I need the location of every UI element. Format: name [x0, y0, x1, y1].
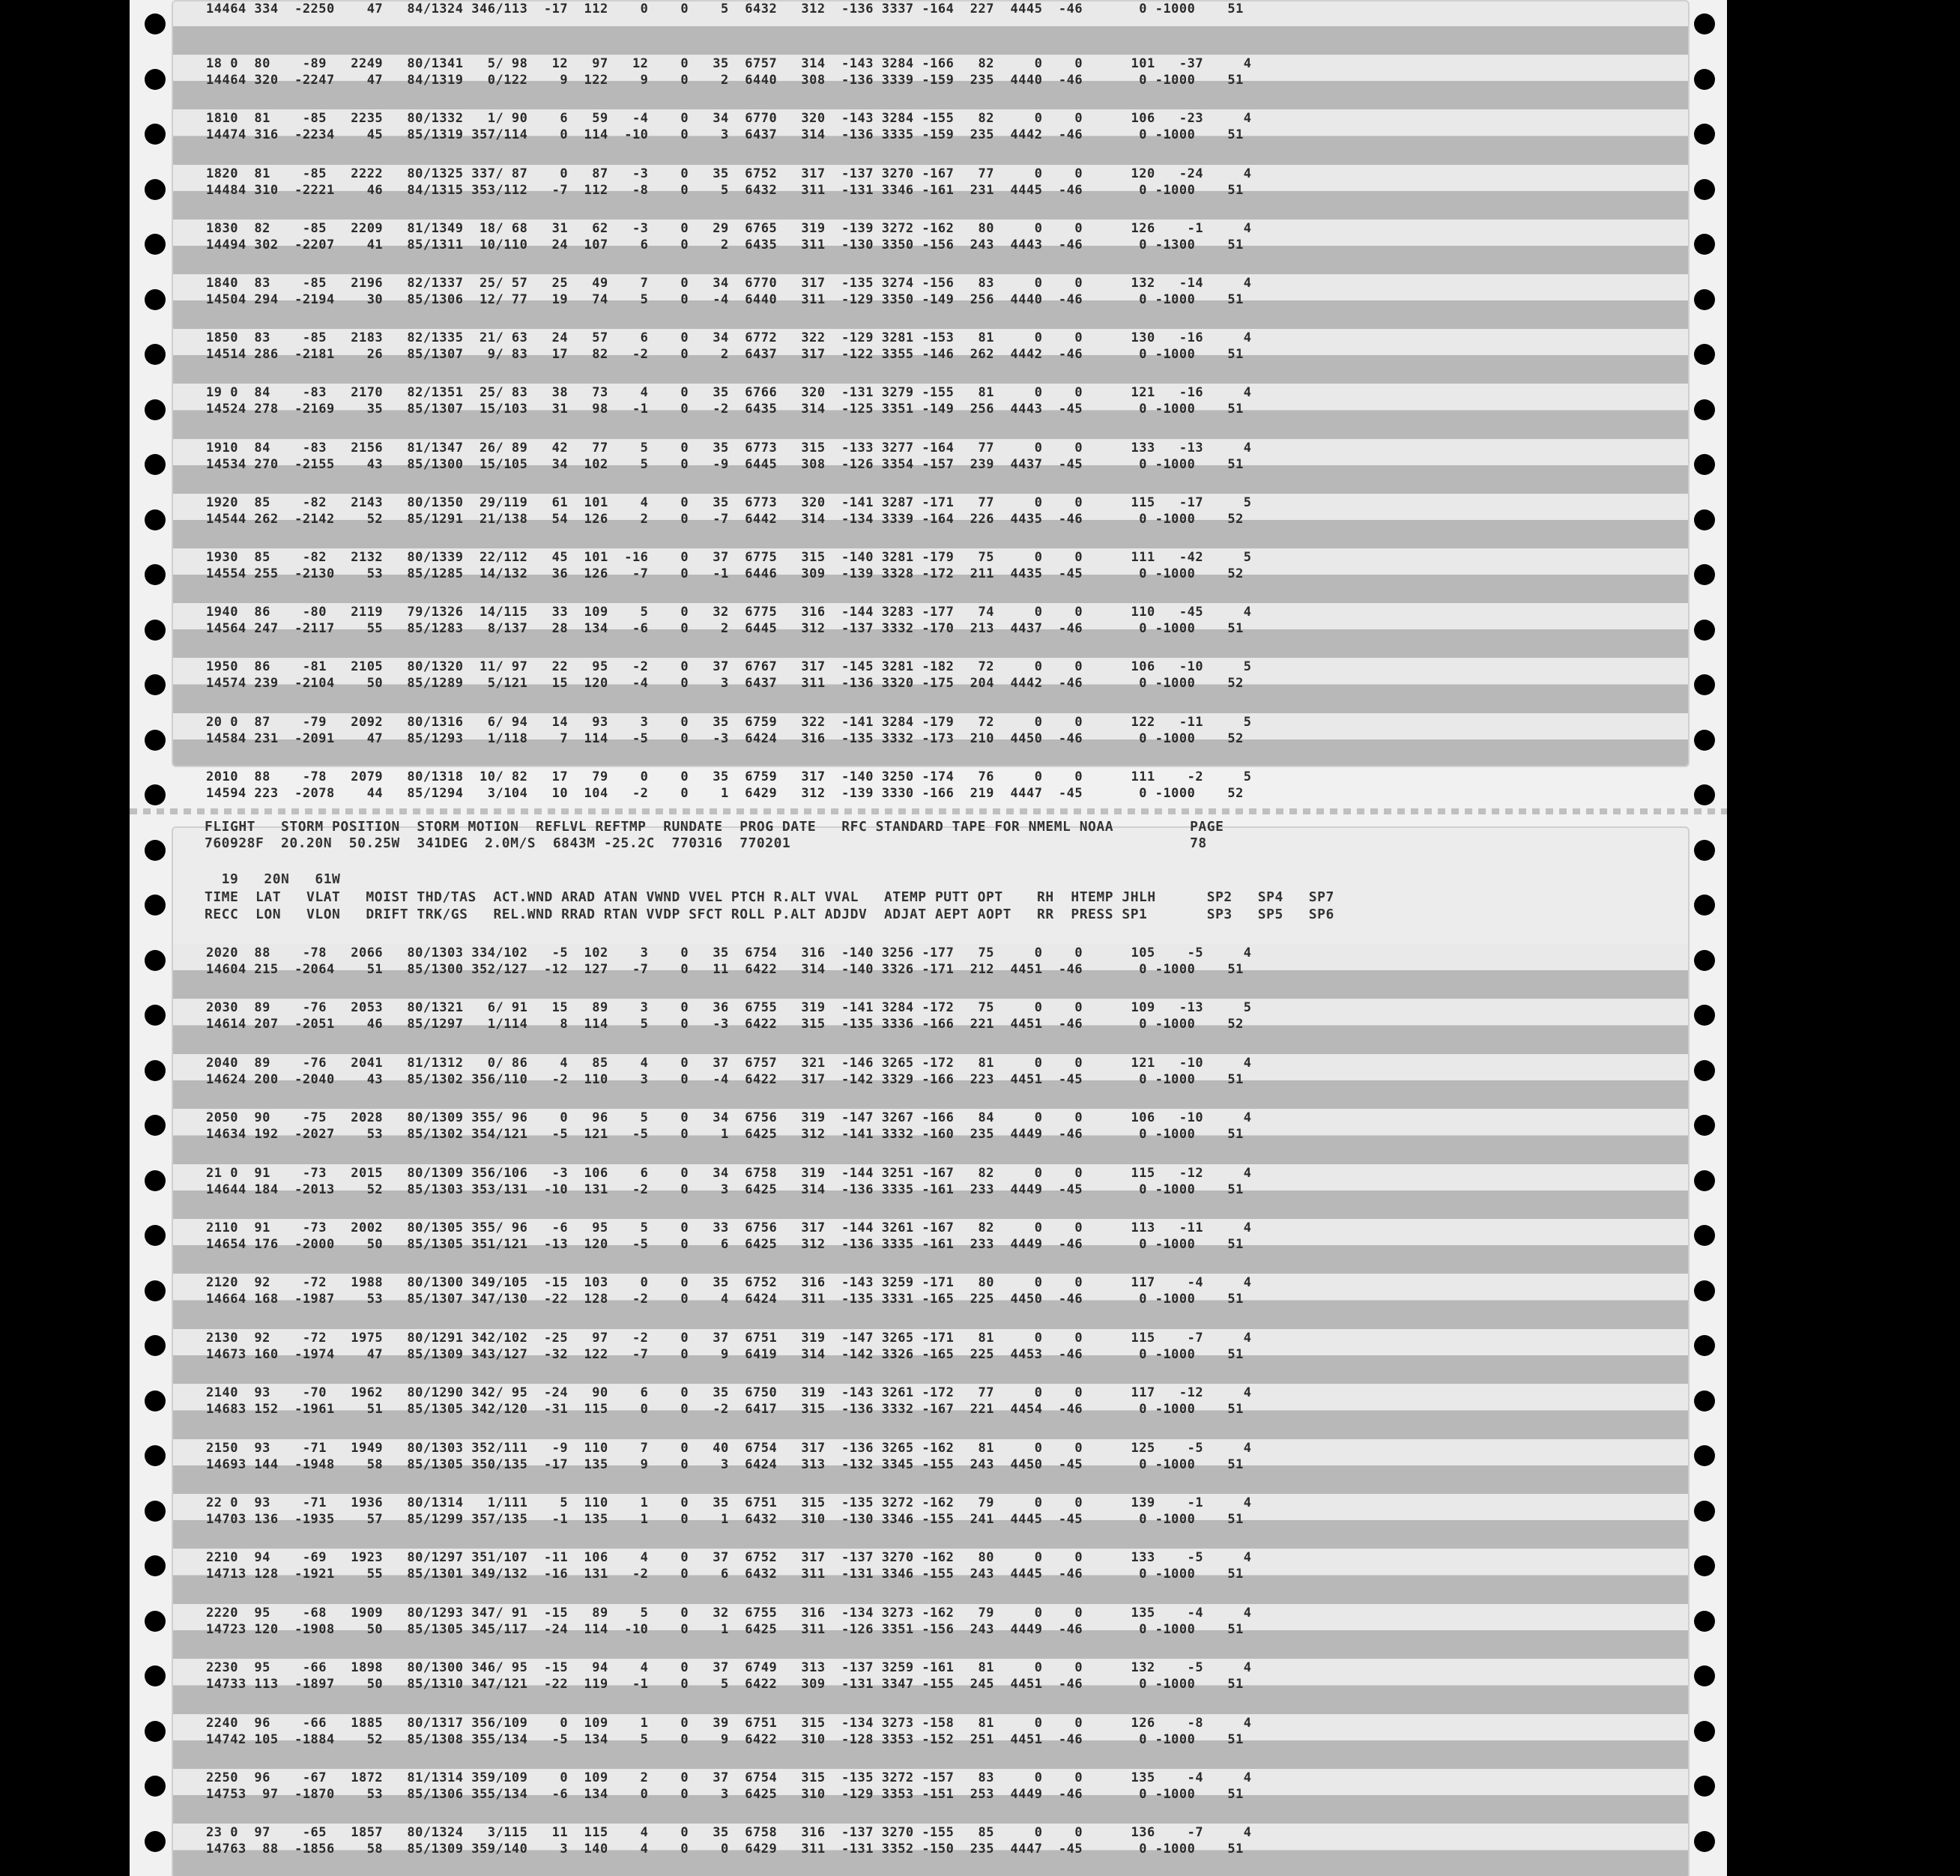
tractor-hole	[145, 564, 166, 585]
tractor-hole	[145, 454, 166, 475]
tractor-hole	[1694, 124, 1715, 145]
tractor-hole	[1694, 509, 1715, 530]
tractor-hole	[145, 950, 166, 971]
record-line: 1940 86 -80 2119 79/1326 14/115 33 109 5 0 32 6775 316 -144 3283 -177 74 0 0 110 -45 4	[206, 605, 1252, 620]
tractor-hole	[145, 1115, 166, 1136]
tractor-hole	[145, 1555, 166, 1576]
record-line: 14644 184 -2013 52 85/1303 353/131 -10 131 -2 0 3 6425 314 -136 3335 -161 233 4449 -45 0 -1000 51	[206, 1181, 1244, 1197]
record-line: 1820 81 -85 2222 80/1325 337/ 87 0 87 -3 0 35 6752 317 -137 3270 -167 77 0 0 120 -24 4	[206, 166, 1252, 181]
tractor-hole	[1694, 1611, 1715, 1632]
record-line: 14664 168 -1987 53 85/1307 347/130 -22 128 -2 0 4 6424 311 -135 3331 -165 225 4450 -46 0 -1000 51	[206, 1292, 1244, 1307]
tractor-hole	[1694, 950, 1715, 971]
record-line: 14584 231 -2091 47 85/1293 1/118 7 114 -5 0 -3 6424 316 -135 3332 -173 210 4450 -46 0 -1000 52	[206, 730, 1244, 746]
tractor-hole	[1694, 564, 1715, 585]
tractor-hole	[1694, 1445, 1715, 1466]
tractor-hole	[145, 620, 166, 641]
record-line: 1850 83 -85 2183 82/1335 21/ 63 24 57 6 0 34 6772 322 -129 3281 -153 81 0 0 130 -16 4	[206, 330, 1252, 346]
tractor-hole	[145, 1501, 166, 1522]
tractor-hole	[1694, 840, 1715, 861]
tractor-hole	[145, 1445, 166, 1466]
tractor-hole	[1694, 344, 1715, 365]
tractor-hole	[145, 69, 166, 90]
record-line: 14464 320 -2247 47 84/1319 0/122 9 122 9 0 2 6440 308 -136 3339 -159 235 4440 -46 0 -1000 51	[206, 73, 1244, 88]
tractor-hole	[145, 1170, 166, 1191]
tractor-hole	[1694, 1060, 1715, 1081]
tractor-hole	[145, 840, 166, 861]
tractor-hole	[1694, 179, 1715, 200]
record-line: 14574 239 -2104 50 85/1289 5/121 15 120 -4 0 3 6437 311 -136 3320 -175 204 4442 -46 0 -1000 52	[206, 676, 1244, 692]
tractor-hole	[145, 124, 166, 145]
tractor-hole	[145, 1005, 166, 1026]
page-perforation	[130, 808, 1727, 814]
record-line: 14723 120 -1908 50 85/1305 345/117 -24 114 -10 0 1 6425 311 -126 3351 -156 243 4449 -46 0 -1000 51	[206, 1621, 1244, 1637]
record-line: 2250 96 -67 1872 81/1314 359/109 0 109 2 0 37 6754 315 -135 3272 -157 83 0 0 135 -4 4	[206, 1770, 1252, 1785]
tractor-hole	[145, 1391, 166, 1411]
record-line: 14614 207 -2051 46 85/1297 1/114 8 114 5 0 -3 6422 315 -135 3336 -166 221 4451 -46 0 -1000 52	[206, 1017, 1244, 1032]
tractor-hole	[1694, 1501, 1715, 1522]
tractor-hole	[1694, 69, 1715, 90]
record-line: 14564 247 -2117 55 85/1283 8/137 28 134 -6 0 2 6445 312 -137 3332 -170 213 4437 -46 0 -1000 51	[206, 621, 1244, 637]
report-header-line-2: 760928F 20.20N 50.25W 341DEG 2.0M/S 6843M -25.2C 770316 770201 78	[205, 835, 1207, 851]
tractor-hole	[145, 674, 166, 695]
tractor-hole	[1694, 1665, 1715, 1686]
tractor-hole	[145, 1335, 166, 1356]
tractor-hole	[1694, 1776, 1715, 1797]
tractor-hole	[1694, 1335, 1715, 1356]
tractor-hole	[145, 1665, 166, 1686]
tractor-hole	[145, 13, 166, 34]
tractor-hole	[1694, 1005, 1715, 1026]
record-line: 1920 85 -82 2143 80/1350 29/119 61 101 4 0 35 6773 320 -141 3287 -171 77 0 0 115 -17 5	[206, 494, 1252, 510]
record-line: 2140 93 -70 1962 80/1290 342/ 95 -24 90 6 0 35 6750 319 -143 3261 -172 77 0 0 117 -12 4	[206, 1385, 1252, 1401]
tractor-hole	[1694, 1831, 1715, 1852]
record-line: 2130 92 -72 1975 80/1291 342/102 -25 97 -2 0 37 6751 319 -147 3265 -171 81 0 0 115 -7 4	[206, 1330, 1252, 1346]
record-line: 2120 92 -72 1988 80/1300 349/105 -15 103 0 0 35 6752 316 -143 3259 -171 80 0 0 117 -4 4	[206, 1275, 1252, 1291]
tractor-hole	[1694, 1721, 1715, 1742]
record-line: 14484 310 -2221 46 84/1315 353/112 -7 112 -8 0 5 6432 311 -131 3346 -161 231 4445 -46 0 -1000 51	[206, 182, 1244, 198]
tractor-hole	[145, 1831, 166, 1852]
tractor-hole	[145, 1611, 166, 1632]
record-line: 14654 176 -2000 50 85/1305 351/121 -13 120 -5 0 6 6425 312 -136 3335 -161 233 4449 -46 0 -1000 51	[206, 1237, 1244, 1252]
record-line: 14763 88 -1856 58 85/1309 359/140 3 140 4 0 0 6429 311 -131 3352 -150 235 4447 -45 0 -1000 51	[206, 1842, 1244, 1857]
record-line: 14494 302 -2207 41 85/1311 10/110 24 107 6 0 2 6435 311 -130 3350 -156 243 4443 -46 0 -1300 51	[206, 237, 1244, 252]
record-line: 2040 89 -76 2041 81/1312 0/ 86 4 85 4 0 37 6757 321 -146 3265 -172 81 0 0 121 -10 4	[206, 1055, 1252, 1071]
report-header-line-3: 19 20N 61W	[205, 871, 341, 887]
tractor-hole	[1694, 13, 1715, 34]
tractor-hole	[1694, 1280, 1715, 1301]
tractor-hole	[145, 730, 166, 751]
tractor-hole	[1694, 1391, 1715, 1411]
tractor-hole	[145, 344, 166, 365]
record-line: 20 0 87 -79 2092 80/1316 6/ 94 14 93 3 0 35 6759 322 -141 3284 -179 72 0 0 122 -11 5	[206, 714, 1252, 730]
record-line: 2150 93 -71 1949 80/1303 352/111 -9 110 7 0 40 6754 317 -136 3265 -162 81 0 0 125 -5 4	[206, 1440, 1252, 1456]
record-line: 1950 86 -81 2105 80/1320 11/ 97 22 95 -2 0 37 6767 317 -145 3281 -182 72 0 0 106 -10 5	[206, 659, 1252, 675]
tractor-hole	[1694, 234, 1715, 255]
tractor-hole	[1694, 1170, 1715, 1191]
record-line: 14683 152 -1961 51 85/1305 342/120 -31 115 0 0 -2 6417 315 -136 3332 -167 221 4454 -46 0 -1000 51	[206, 1402, 1244, 1417]
record-line: 14474 316 -2234 45 85/1319 357/114 0 114 -10 0 3 6437 314 -136 3335 -159 235 4442 -46 0 -1000 51	[206, 127, 1244, 143]
tractor-hole	[145, 895, 166, 916]
record-line: 1930 85 -82 2132 80/1339 22/112 45 101 -16 0 37 6775 315 -140 3281 -179 75 0 0 111 -42 5	[206, 550, 1252, 565]
record-line: 1840 83 -85 2196 82/1337 25/ 57 25 49 7 0 34 6770 317 -135 3274 -156 83 0 0 132 -14 4	[206, 276, 1252, 291]
tractor-hole	[1694, 784, 1715, 805]
record-line: 14504 294 -2194 30 85/1306 12/ 77 19 74 5 0 -4 6440 311 -129 3350 -149 256 4440 -46 0 -1000 51	[206, 292, 1244, 307]
tractor-hole	[145, 1225, 166, 1246]
record-line: 14733 113 -1897 50 85/1310 347/121 -22 119 -1 0 5 6422 309 -131 3347 -155 245 4451 -46 0 -1000 51	[206, 1677, 1244, 1692]
record-line: 14514 286 -2181 26 85/1307 9/ 83 17 82 -2 0 2 6437 317 -122 3355 -146 262 4442 -46 0 -1000 51	[206, 347, 1244, 363]
column-header-line-1: TIME LAT VLAT MOIST THD/TAS ACT.WND ARAD ATAN VWND VVEL PTCH R.ALT VVAL ATEMP PUTT OPT RH HTEMP JHLH SP2 SP4 SP7	[205, 889, 1334, 905]
record-line: 14534 270 -2155 43 85/1300 15/105 34 102 5 0 -9 6445 308 -126 3354 -157 239 4437 -45 0 -1000 51	[206, 456, 1244, 472]
record-line: 14693 144 -1948 58 85/1305 350/135 -17 135 9 0 3 6424 313 -132 3345 -155 243 4450 -45 0 -1000 51	[206, 1456, 1244, 1472]
tractor-hole	[1694, 399, 1715, 420]
printout-sheet	[130, 0, 1727, 1876]
tractor-hole	[145, 1060, 166, 1081]
tractor-hole	[1694, 289, 1715, 310]
record-line: 14634 192 -2027 53 85/1302 354/121 -5 121 -5 0 1 6425 312 -141 3332 -160 235 4449 -46 0 -1000 51	[206, 1127, 1244, 1143]
tractor-hole	[145, 1721, 166, 1742]
tractor-hole	[145, 1280, 166, 1301]
record-line: 2110 91 -73 2002 80/1305 355/ 96 -6 95 5 0 33 6756 317 -144 3261 -167 82 0 0 113 -11 4	[206, 1220, 1252, 1235]
record-line: 14703 136 -1935 57 85/1299 357/135 -1 135 1 0 1 6432 310 -130 3346 -155 241 4445 -45 0 -1000 51	[206, 1512, 1244, 1527]
record-line: 2030 89 -76 2053 80/1321 6/ 91 15 89 3 0 36 6755 319 -141 3284 -172 75 0 0 109 -13 5	[206, 1000, 1252, 1016]
record-line: 14524 278 -2169 35 85/1307 15/103 31 98 -1 0 -2 6435 314 -125 3351 -149 256 4443 -45 0 -1000 51	[206, 402, 1244, 417]
record-line: 1810 81 -85 2235 80/1332 1/ 90 6 59 -4 0 34 6770 320 -143 3284 -155 82 0 0 106 -23 4	[206, 111, 1252, 127]
record-line: 14753 97 -1870 53 85/1306 355/134 -6 134 0 0 3 6425 310 -129 3353 -151 253 4449 -46 0 -1000 51	[206, 1787, 1244, 1802]
record-line: 18 0 80 -89 2249 80/1341 5/ 98 12 97 12 0 35 6757 314 -143 3284 -166 82 0 0 101 -37 4	[206, 56, 1252, 72]
tractor-hole	[1694, 674, 1715, 695]
record-line: 1830 82 -85 2209 81/1349 18/ 68 31 62 -3 0 29 6765 319 -139 3272 -162 80 0 0 126 -1 4	[206, 220, 1252, 236]
tractor-hole	[1694, 454, 1715, 475]
record-line: 2010 88 -78 2079 80/1318 10/ 82 17 79 0 0 35 6759 317 -140 3250 -174 76 0 0 111 -2 5	[206, 769, 1252, 784]
tractor-hole	[145, 179, 166, 200]
tractor-hole	[1694, 730, 1715, 751]
report-header-line-1: FLIGHT STORM POSITION STORM MOTION REFLVL REFTMP RUNDATE PROG DATE RFC STANDARD TAPE FOR NMEML NOAA PAGE	[205, 819, 1224, 835]
record-line: 14742 105 -1884 52 85/1308 355/134 -5 134 5 0 9 6422 310 -128 3353 -152 251 4451 -46 0 -1000 51	[206, 1731, 1244, 1747]
record-line: 2240 96 -66 1885 80/1317 356/109 0 109 1 0 39 6751 315 -134 3273 -158 81 0 0 126 -8 4	[206, 1715, 1252, 1731]
tractor-hole	[1694, 1225, 1715, 1246]
tractor-hole	[145, 234, 166, 255]
record-line: 14544 262 -2142 52 85/1291 21/138 54 126 2 0 -7 6442 314 -134 3339 -164 226 4435 -46 0 -1000 52	[206, 511, 1244, 527]
record-line: 2230 95 -66 1898 80/1300 346/ 95 -15 94 4 0 37 6749 313 -137 3259 -161 81 0 0 132 -5 4	[206, 1660, 1252, 1676]
record-line: 14604 215 -2064 51 85/1300 352/127 -12 127 -7 0 11 6422 314 -140 3326 -171 212 4451 -46 0 -1000 51	[206, 962, 1244, 977]
record-line: 2210 94 -69 1923 80/1297 351/107 -11 106 4 0 37 6752 317 -137 3270 -162 80 0 0 133 -5 4	[206, 1550, 1252, 1566]
record-line: 2020 88 -78 2066 80/1303 334/102 -5 102 3 0 35 6754 316 -140 3256 -177 75 0 0 105 -5 4	[206, 945, 1252, 960]
tractor-hole	[145, 1776, 166, 1797]
record-line: 14624 200 -2040 43 85/1302 356/110 -2 110 3 0 -4 6422 317 -142 3329 -166 223 4451 -45 0 -1000 51	[206, 1071, 1244, 1087]
tractor-hole	[145, 289, 166, 310]
tractor-hole	[145, 784, 166, 805]
tractor-hole	[1694, 1555, 1715, 1576]
tractor-hole	[1694, 895, 1715, 916]
record-line: 14673 160 -1974 47 85/1309 343/127 -32 122 -7 0 9 6419 314 -142 3326 -165 225 4453 -46 0 -1000 51	[206, 1346, 1244, 1362]
record-line: 22 0 93 -71 1936 80/1314 1/111 5 110 1 0 35 6751 315 -135 3272 -162 79 0 0 139 -1 4	[206, 1495, 1252, 1510]
record-line: 14594 223 -2078 44 85/1294 3/104 10 104 -2 0 1 6429 312 -139 3330 -166 219 4447 -45 0 -1000 52	[206, 785, 1244, 801]
record-line: 14554 255 -2130 53 85/1285 14/132 36 126 -7 0 -1 6446 309 -139 3328 -172 211 4435 -45 0 -1000 52	[206, 566, 1244, 581]
record-line: 14464 334 -2250 47 84/1324 346/113 -17 112 0 0 5 6432 312 -136 3337 -164 227 4445 -46 0 -1000 51	[206, 1, 1244, 16]
record-line: 23 0 97 -65 1857 80/1324 3/115 11 115 4 0 35 6758 316 -137 3270 -155 85 0 0 136 -7 4	[206, 1825, 1252, 1841]
record-line: 2220 95 -68 1909 80/1293 347/ 91 -15 89 5 0 32 6755 316 -134 3273 -162 79 0 0 135 -4 4	[206, 1605, 1252, 1621]
record-line: 21 0 91 -73 2015 80/1309 356/106 -3 106 6 0 34 6758 319 -144 3251 -167 82 0 0 115 -12 4	[206, 1165, 1252, 1181]
tractor-hole	[1694, 620, 1715, 641]
record-line: 14713 128 -1921 55 85/1301 349/132 -16 131 -2 0 6 6432 311 -131 3346 -155 243 4445 -46 0 -1000 51	[206, 1567, 1244, 1582]
tractor-hole	[1694, 1115, 1715, 1136]
column-header-line-2: RECC LON VLON DRIFT TRK/GS REL.WND RRAD RTAN VVDP SFCT ROLL P.ALT ADJDV ADJAT AEPT AOPT RR PRESS SP1 SP3 SP5 SP6	[205, 907, 1334, 922]
record-line: 19 0 84 -83 2170 82/1351 25/ 83 38 73 4 0 35 6766 320 -131 3279 -155 81 0 0 121 -16 4	[206, 385, 1252, 401]
record-line: 1910 84 -83 2156 81/1347 26/ 89 42 77 5 0 35 6773 315 -133 3277 -164 77 0 0 133 -13 4	[206, 440, 1252, 456]
tractor-hole	[145, 399, 166, 420]
record-line: 2050 90 -75 2028 80/1309 355/ 96 0 96 5 0 34 6756 319 -147 3267 -166 84 0 0 106 -10 4	[206, 1110, 1252, 1126]
tractor-hole	[145, 509, 166, 530]
